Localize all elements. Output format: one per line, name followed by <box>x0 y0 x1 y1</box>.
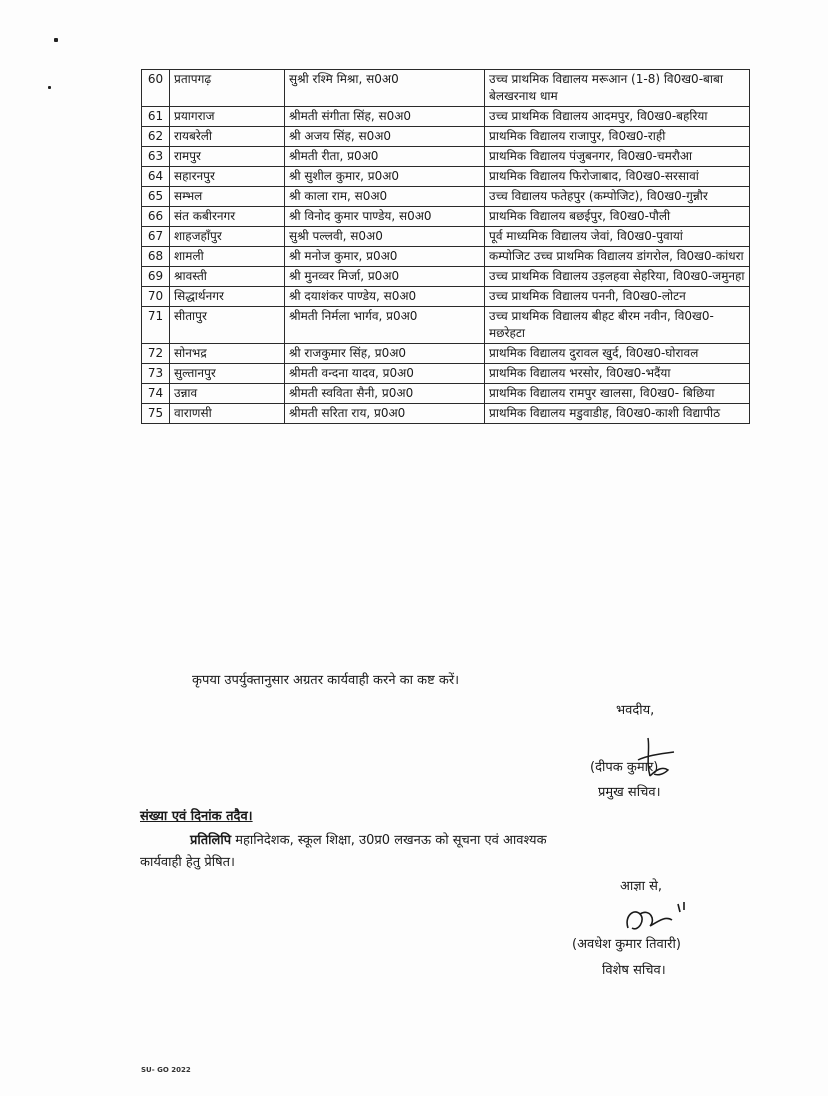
school-cell: उच्च प्राथमिक विद्यालय बीहट बीरम नवीन, वि0ख0-मछरेहटा <box>485 307 750 344</box>
district-cell: रामपुर <box>170 147 285 167</box>
officer-cell: श्रीमती सरिता राय, प्र0अ0 <box>285 404 485 424</box>
officer-cell: सुश्री रश्मि मिश्रा, स0अ0 <box>285 70 485 107</box>
district-cell: प्रयागराज <box>170 107 285 127</box>
row-number: 60 <box>142 70 170 107</box>
officer-cell: श्री मुनव्वर मिर्जा, प्र0अ0 <box>285 267 485 287</box>
officer-list-table <box>141 69 750 424</box>
table-row <box>142 364 750 384</box>
order-name: (अवधेश कुमार तिवारी) <box>572 937 681 952</box>
row-number: 65 <box>142 187 170 207</box>
officer-cell: सुश्री पल्लवी, स0अ0 <box>285 227 485 247</box>
row-number: 68 <box>142 247 170 267</box>
school-cell: उच्च प्राथमिक विद्यालय उड़लहवा सेहरिया, वि0ख0-जमुनहा <box>485 267 750 287</box>
school-cell: कम्पोजिट उच्च प्राथमिक विद्यालय डांगरोल, वि0ख0-कांधरा <box>485 247 750 267</box>
table-row <box>142 147 750 167</box>
district-cell: सिद्धार्थनगर <box>170 287 285 307</box>
school-cell: उच्च प्राथमिक विद्यालय पननी, वि0ख0-लोटन <box>485 287 750 307</box>
copy-paragraph <box>190 830 547 848</box>
order-designation: विशेष सचिव। <box>602 963 666 978</box>
closing-designation: प्रमुख सचिव। <box>598 785 661 800</box>
table-row <box>142 384 750 404</box>
row-number: 69 <box>142 267 170 287</box>
row-number: 66 <box>142 207 170 227</box>
school-cell: प्राथमिक विद्यालय फिरोजाबाद, वि0ख0-सरसावां <box>485 167 750 187</box>
officer-cell: श्रीमती वन्दना यादव, प्र0अ0 <box>285 364 485 384</box>
row-number: 62 <box>142 127 170 147</box>
row-number: 64 <box>142 167 170 187</box>
copy-heading: प्रतिलिपि <box>190 833 232 848</box>
district-cell: सुल्तानपुर <box>170 364 285 384</box>
school-cell: प्राथमिक विद्यालय रामपुर खालसा, वि0ख0- बिछिया <box>485 384 750 404</box>
table-row <box>142 187 750 207</box>
school-cell: प्राथमिक विद्यालय भरसोर, वि0ख0-भदैंया <box>485 364 750 384</box>
school-cell: पूर्व माध्यमिक विद्यालय जेवां, वि0ख0-पुवायां <box>485 227 750 247</box>
school-cell: प्राथमिक विद्यालय पंजुबनगर, वि0ख0-चमरौआ <box>485 147 750 167</box>
table-row <box>142 70 750 107</box>
officer-cell: श्रीमती रीता, प्र0अ0 <box>285 147 485 167</box>
table-row <box>142 167 750 187</box>
district-cell: प्रतापगढ़ <box>170 70 285 107</box>
row-number: 75 <box>142 404 170 424</box>
table-row <box>142 107 750 127</box>
table-row <box>142 207 750 227</box>
row-number: 74 <box>142 384 170 404</box>
district-cell: सहारनपुर <box>170 167 285 187</box>
officer-cell: श्रीमती संगीता सिंह, स0अ0 <box>285 107 485 127</box>
row-number: 73 <box>142 364 170 384</box>
table-row <box>142 287 750 307</box>
officer-cell: श्री विनोद कुमार पाण्डेय, स0अ0 <box>285 207 485 227</box>
district-cell: श्रावस्ती <box>170 267 285 287</box>
district-cell: रायबरेली <box>170 127 285 147</box>
margin-mark <box>48 86 51 89</box>
school-cell: प्राथमिक विद्यालय राजापुर, वि0ख0-राही <box>485 127 750 147</box>
officer-cell: श्रीमती स्वविता सैनी, प्र0अ0 <box>285 384 485 404</box>
table-row <box>142 344 750 364</box>
district-cell: वाराणसी <box>170 404 285 424</box>
district-cell: सीतापुर <box>170 307 285 344</box>
table-row <box>142 404 750 424</box>
school-cell: प्राथमिक विद्यालय बछईपुर, वि0ख0-पौली <box>485 207 750 227</box>
margin-mark <box>54 38 58 42</box>
district-cell: संत कबीरनगर <box>170 207 285 227</box>
closing-salutation: भवदीय, <box>616 703 655 718</box>
row-number: 63 <box>142 147 170 167</box>
school-cell: उच्च प्राथमिक विद्यालय मरूआन (1-8) वि0ख0-बाबा बेलखरनाथ धाम <box>485 70 750 107</box>
school-cell: उच्च प्राथमिक विद्यालय आदमपुर, वि0ख0-बहरिया <box>485 107 750 127</box>
request-text: कृपया उपर्युक्तानुसार अग्रतर कार्यवाही करने का कष्ट करें। <box>192 673 460 688</box>
officer-cell: श्री राजकुमार सिंह, प्र0अ0 <box>285 344 485 364</box>
school-cell: प्राथमिक विद्यालय दुरावल खुर्द, वि0ख0-घोरावल <box>485 344 750 364</box>
copy-body-line1: महानिदेशक, स्कूल शिक्षा, उ0प्र0 लखनऊ को सूचना एवं आवश्यक <box>235 833 547 848</box>
officer-cell: श्रीमती निर्मला भार्गव, प्र0अ0 <box>285 307 485 344</box>
officer-cell: श्री काला राम, स0अ0 <box>285 187 485 207</box>
officer-cell: श्री सुशील कुमार, प्र0अ0 <box>285 167 485 187</box>
reference-line: संख्या एवं दिनांक तदैव। <box>140 809 253 824</box>
footer-code: SU- GO 2022 <box>141 1066 191 1074</box>
row-number: 61 <box>142 107 170 127</box>
table-row <box>142 267 750 287</box>
row-number: 71 <box>142 307 170 344</box>
school-cell: प्राथमिक विद्यालय मडुवाडीह, वि0ख0-काशी विद्यापीठ <box>485 404 750 424</box>
row-number: 72 <box>142 344 170 364</box>
copy-body-line2: कार्यवाही हेतु प्रेषित। <box>140 855 235 870</box>
row-number: 70 <box>142 287 170 307</box>
table-body <box>142 70 750 424</box>
district-cell: सोनभद्र <box>170 344 285 364</box>
district-cell: शामली <box>170 247 285 267</box>
table-row <box>142 227 750 247</box>
district-cell: उन्नाव <box>170 384 285 404</box>
table-row <box>142 307 750 344</box>
officer-cell: श्री मनोज कुमार, प्र0अ0 <box>285 247 485 267</box>
closing-name: (दीपक कुमार) <box>590 760 659 775</box>
table-row <box>142 247 750 267</box>
district-cell: शाहजहाँपुर <box>170 227 285 247</box>
school-cell: उच्च विद्यालय फतेहपुर (कम्पोजिट), वि0ख0-गुन्नौर <box>485 187 750 207</box>
officer-cell: श्री अजय सिंह, स0अ0 <box>285 127 485 147</box>
order-salutation: आज्ञा से, <box>620 879 663 894</box>
officer-cell: श्री दयाशंकर पाण्डेय, स0अ0 <box>285 287 485 307</box>
district-cell: सम्भल <box>170 187 285 207</box>
row-number: 67 <box>142 227 170 247</box>
table-row <box>142 127 750 147</box>
